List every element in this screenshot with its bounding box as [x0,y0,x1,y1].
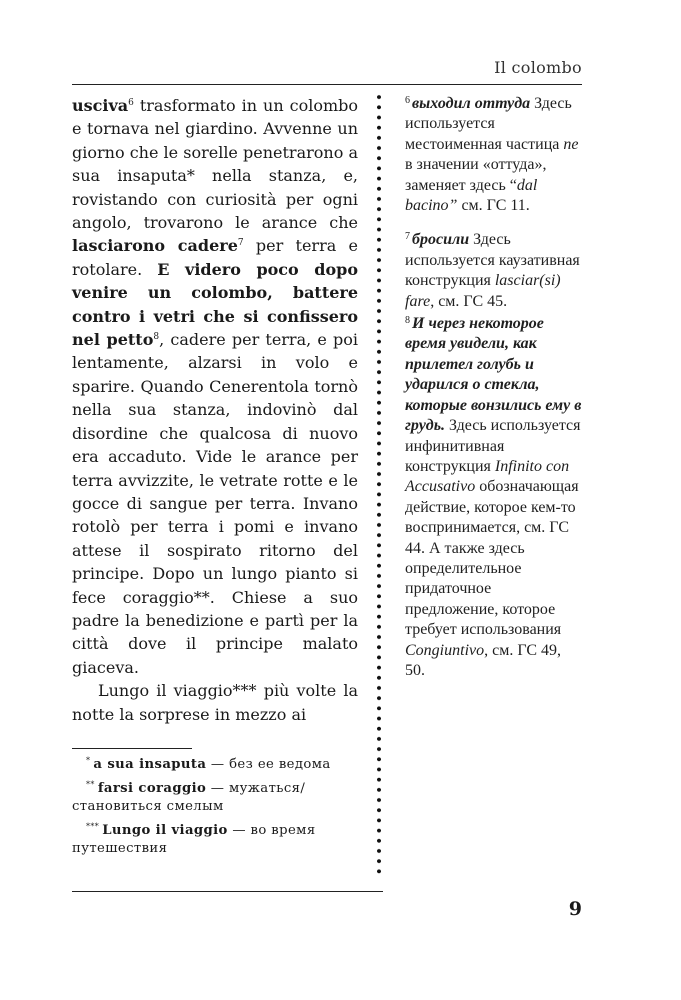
footnote-dash: — [206,781,229,796]
bold-term: E videro poco dopo venire un colombo, battere contro i vetri che si confissero nel petto [72,259,358,350]
footnote-gloss: мужаться/становиться смелым [72,781,306,814]
italic-term: ne [563,135,579,153]
bold-term: usciva [72,96,129,115]
footnote-term: farsi coraggio [97,781,207,796]
footnote-mark: *** [86,822,100,831]
side-note-number: 8 [405,315,410,327]
side-note-heading [405,231,469,248]
side-note-heading [405,95,530,112]
side-note-text: в значении «оттуда», заменяет здесь “ [405,156,547,194]
footnote-gloss: без ее ведома [229,757,331,772]
note-reference: 6 [128,98,134,108]
footnote [72,780,358,816]
note-reference: 7 [237,238,244,249]
side-note-text: см. ГС 11. [457,197,530,215]
dotted-column-divider [376,92,382,877]
side-note-text: Здесь используется инфинитивная конструкция [405,417,581,475]
main-text-column [72,94,358,726]
italic-term: Infinito con Accusativo [405,457,570,496]
side-note-8 [405,314,585,681]
footnote-term: a sua insaputa [93,757,207,772]
bold-term: lasciarono cadere [72,236,238,256]
main-paragraph-1 [72,94,358,679]
italic-term: dal bacino” [405,176,538,215]
main-paragraph-2: Lungo il viaggio*** più volte la notte la sorprese in mezzo ai [72,681,358,724]
text-run: , cadere per terra, e poi lentamente, alzarsi in volo e sparire. Quando Cenerentola tornò nella sua stanza, indovinò dal disordine che qualcosa di nuovo era accaduto. Vide le arance per terra avvizzite, le vetrate rotte e le gocce di sangue per terra. Invano rotolò per terra i pomi e invano attese il sospirato ritorno del principe. Dopo un lungo pianto si fece coraggio**. Chiese a suo padre la benedizione e partì per la città dove il principe malato giaceva. [72,330,359,677]
side-note-text: обозначающая действие, которое кем-то воспринимается, см. ГС 44. А также здесь определительное придаточное предложение, которое требует использования [405,478,579,639]
footnote-dash: — [227,823,251,838]
side-notes-column [405,94,585,681]
footnote-dash: — [206,757,230,772]
footnote-term: Lungo il viaggio [102,823,228,838]
page-number: 9 [568,898,582,920]
italic-term: Congiuntivo [405,641,485,659]
footnote [72,822,358,858]
side-note-7 [405,230,585,312]
header-rule [72,84,582,85]
side-note-text: Здесь используется каузативная конструкция [405,231,580,290]
side-note-heading-text: И через некоторое время увидели, как прилетел голубь и ударился о стекла, которые вонзились ему в грудь. [405,315,582,435]
footnote [72,756,358,774]
bottom-rule [72,891,383,892]
side-note-heading-text: выходил оттуда [412,95,531,112]
note-reference: 8 [153,332,160,343]
running-head: Il colombo [494,58,582,77]
side-note-number: 7 [405,231,410,243]
side-note-text: Здесь используется местоименная частица [405,95,572,153]
side-note-text: , см. ГС 45. [430,292,508,310]
footnotes [72,756,358,864]
footnote-rule [72,748,192,749]
footnote-gloss: во время путешествия [72,823,316,856]
italic-term: lasciar(si) fare [405,272,561,310]
text-run: per terra e rotolare. [72,236,358,279]
footnote-mark: * [86,756,91,765]
side-note-6 [405,94,585,216]
side-note-text: , см. ГС 49, 50. [405,641,562,679]
side-note-number: 6 [405,95,410,106]
text-run: trasformato in un colombo e tornava nel giardino. Avvenne un giorno che le sorelle penetrarono a sua insaputa* nella stanza, e, rovistando con curiosità per ogni angolo, trovarono le arance che [72,96,358,233]
footnote-mark: ** [86,780,95,789]
side-note-heading-text: бросили [412,231,470,249]
